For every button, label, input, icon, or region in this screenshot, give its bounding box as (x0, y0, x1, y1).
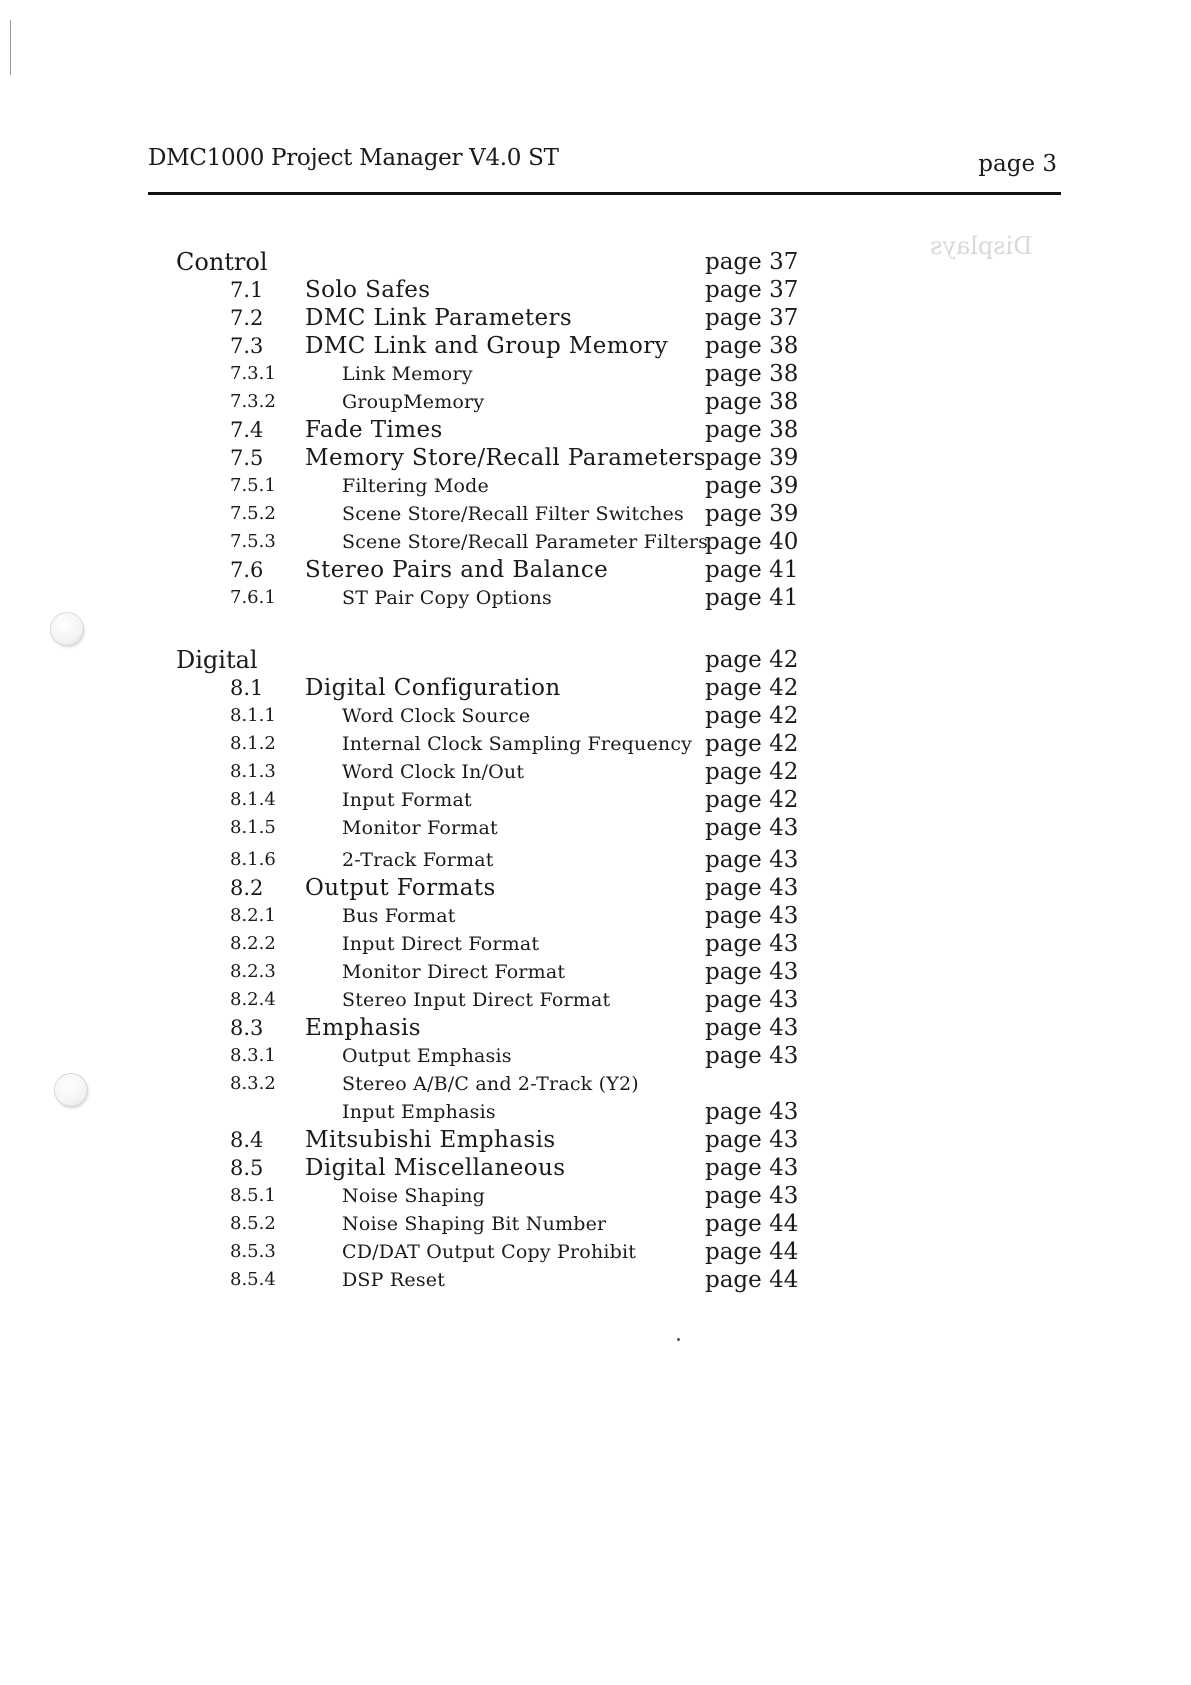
toc-section-number: 8.1.3 (230, 761, 276, 782)
toc-section-number: 8.1.5 (230, 817, 276, 838)
toc-row (0, 674, 1191, 702)
toc-page-ref: page 43 (705, 903, 799, 929)
toc-entry-label: GroupMemory (342, 391, 485, 413)
toc-row (0, 846, 1191, 874)
toc-row (0, 958, 1191, 986)
toc-row (0, 584, 1191, 612)
header-rule (148, 192, 1061, 195)
toc-page-ref: page 43 (705, 1043, 799, 1069)
stray-mark (677, 1338, 680, 1341)
toc-section-number: 7.1 (230, 278, 264, 302)
toc-row (0, 388, 1191, 416)
toc-entry-label: Word Clock In/Out (342, 761, 525, 783)
toc-entry-label: Stereo Pairs and Balance (305, 557, 609, 583)
toc-section-number: 8.5.4 (230, 1269, 276, 1290)
toc-section-number: 8.5.1 (230, 1185, 276, 1206)
toc-row (0, 416, 1191, 444)
toc-entry-label: Output Formats (305, 875, 496, 901)
toc-page-ref: page 42 (705, 703, 799, 729)
toc-entry-label: 2-Track Format (342, 849, 494, 871)
toc-page-ref: page 38 (705, 333, 799, 359)
page-header (148, 143, 1061, 195)
toc-row (0, 1210, 1191, 1238)
toc-entry-label: Solo Safes (305, 277, 431, 303)
toc-section-number: 8.2.1 (230, 905, 276, 926)
toc-page-ref: page 40 (705, 529, 799, 555)
toc-row (0, 986, 1191, 1014)
toc-section-number: 8.5 (230, 1156, 264, 1180)
toc-page-ref: page 38 (705, 389, 799, 415)
toc-entry-label: Stereo A/B/C and 2-Track (Y2) (342, 1073, 639, 1095)
toc-entry-label: Word Clock Source (342, 705, 531, 727)
toc-entry-label: CD/DAT Output Copy Prohibit (342, 1241, 637, 1263)
toc-page-ref: page 42 (705, 675, 799, 701)
toc-section-number: 8.5.3 (230, 1241, 276, 1262)
toc-entry-label: Noise Shaping (342, 1185, 485, 1207)
toc-page-ref: page 37 (705, 249, 799, 275)
toc-page-ref: page 39 (705, 473, 799, 499)
scan-edge-mark (10, 20, 11, 75)
toc-page-ref: page 43 (705, 959, 799, 985)
toc-page-ref: page 41 (705, 557, 799, 583)
toc-row (0, 276, 1191, 304)
toc-section-number: 8.2.2 (230, 933, 276, 954)
toc-page-ref: page 43 (705, 987, 799, 1013)
toc-row (0, 730, 1191, 758)
toc-section-number: 8.1.2 (230, 733, 276, 754)
toc-row (0, 304, 1191, 332)
toc-entry-label: Output Emphasis (342, 1045, 512, 1067)
toc-section-title: Control (176, 248, 268, 276)
toc-row (0, 1070, 1191, 1098)
toc-page-ref: page 44 (705, 1211, 799, 1237)
page-number: page 3 (978, 151, 1057, 177)
toc-row (0, 1126, 1191, 1154)
toc-page-ref: page 41 (705, 585, 799, 611)
toc-section-number: 7.6.1 (230, 587, 276, 608)
toc-row (0, 444, 1191, 472)
toc-section-number: 7.5.3 (230, 531, 276, 552)
toc-page-ref: page 43 (705, 1015, 799, 1041)
toc-row (0, 814, 1191, 842)
toc-section-number: 7.2 (230, 306, 264, 330)
toc-section-number: 8.3.1 (230, 1045, 276, 1066)
toc-row (0, 930, 1191, 958)
toc-section-number: 8.4 (230, 1128, 264, 1152)
toc-section-number: 8.1 (230, 676, 264, 700)
toc-page-ref: page 38 (705, 361, 799, 387)
toc-section-number: 8.5.2 (230, 1213, 276, 1234)
toc-section-number: 8.3 (230, 1016, 264, 1040)
toc-entry-label: Memory Store/Recall Parameters (305, 445, 706, 471)
toc-section-number: 8.1.4 (230, 789, 276, 810)
show-through-text: Displays (930, 232, 1033, 260)
toc-row (0, 1154, 1191, 1182)
toc-row (0, 902, 1191, 930)
toc-section-number: 7.5.1 (230, 475, 276, 496)
toc-entry-label: Fade Times (305, 417, 443, 443)
toc-entry-label: Scene Store/Recall Filter Switches (342, 503, 684, 525)
toc-section-number: 8.1.1 (230, 705, 276, 726)
toc-entry-label: DMC Link Parameters (305, 305, 573, 331)
toc-row (0, 332, 1191, 360)
toc-section-number: 7.6 (230, 558, 264, 582)
toc-page-ref: page 44 (705, 1239, 799, 1265)
toc-row (0, 1182, 1191, 1210)
toc-section-number: 7.3 (230, 334, 264, 358)
toc-entry-label: Bus Format (342, 905, 456, 927)
document-title: DMC1000 Project Manager V4.0 ST (148, 145, 559, 171)
toc-page-ref: page 39 (705, 501, 799, 527)
toc-section-number: 8.2 (230, 876, 264, 900)
toc-entry-label: Monitor Direct Format (342, 961, 566, 983)
toc-row (0, 556, 1191, 584)
toc-page-ref: page 42 (705, 759, 799, 785)
toc-entry-label: Mitsubishi Emphasis (305, 1127, 556, 1153)
toc-row (0, 248, 1191, 276)
toc-entry-label: Monitor Format (342, 817, 498, 839)
toc-page-ref: page 37 (705, 277, 799, 303)
toc-row (0, 1098, 1191, 1126)
toc-row (0, 874, 1191, 902)
toc-page-ref: page 43 (705, 875, 799, 901)
toc-entry-label: Input Format (342, 789, 472, 811)
punch-hole-top (51, 613, 83, 645)
toc-row (0, 1266, 1191, 1294)
toc-row (0, 758, 1191, 786)
toc-section-number: 8.3.2 (230, 1073, 276, 1094)
toc-entry-label: Noise Shaping Bit Number (342, 1213, 607, 1235)
toc-row (0, 646, 1191, 674)
toc-section-number: 8.2.4 (230, 989, 276, 1010)
toc-row (0, 360, 1191, 388)
toc-page-ref: page 43 (705, 1127, 799, 1153)
toc-page-ref: page 42 (705, 787, 799, 813)
toc-row (0, 472, 1191, 500)
toc-page-ref: page 43 (705, 1183, 799, 1209)
toc-row (0, 1014, 1191, 1042)
toc-entry-label: Digital Miscellaneous (305, 1155, 566, 1181)
toc-page-ref: page 37 (705, 305, 799, 331)
toc-entry-label: Stereo Input Direct Format (342, 989, 611, 1011)
toc-entry-label: Digital Configuration (305, 675, 561, 701)
toc-section-number: 7.5.2 (230, 503, 276, 524)
toc-entry-label: DMC Link and Group Memory (305, 333, 669, 359)
toc-page-ref: page 43 (705, 931, 799, 957)
toc-row (0, 702, 1191, 730)
toc-entry-label: Input Emphasis (342, 1101, 496, 1123)
toc-entry-label: Filtering Mode (342, 475, 489, 497)
toc-entry-label: DSP Reset (342, 1269, 446, 1291)
toc-page-ref: page 43 (705, 1099, 799, 1125)
toc-page-ref: page 43 (705, 1155, 799, 1181)
toc-entry-label: ST Pair Copy Options (342, 587, 552, 609)
toc-section-number: 7.3.1 (230, 363, 276, 384)
toc-page-ref: page 39 (705, 445, 799, 471)
toc-entry-label: Link Memory (342, 363, 473, 385)
toc-entry-label: Scene Store/Recall Parameter Filters (342, 531, 709, 553)
toc-row (0, 1238, 1191, 1266)
toc-section-number: 7.4 (230, 418, 264, 442)
toc-section-number: 7.3.2 (230, 391, 276, 412)
toc-section-number: 8.2.3 (230, 961, 276, 982)
toc-page-ref: page 44 (705, 1267, 799, 1293)
toc-row (0, 500, 1191, 528)
toc-row (0, 528, 1191, 556)
toc-entry-label: Input Direct Format (342, 933, 540, 955)
toc-page-ref: page 38 (705, 417, 799, 443)
toc-page-ref: page 43 (705, 815, 799, 841)
toc-page-ref: page 42 (705, 731, 799, 757)
toc-row (0, 1042, 1191, 1070)
toc-section-number: 7.5 (230, 446, 264, 470)
toc-section-number: 8.1.6 (230, 849, 276, 870)
toc-page-ref: page 42 (705, 647, 799, 673)
toc-section-title: Digital (176, 646, 258, 674)
toc-page-ref: page 43 (705, 847, 799, 873)
toc-entry-label: Internal Clock Sampling Frequency (342, 733, 693, 755)
toc-entry-label: Emphasis (305, 1015, 422, 1041)
toc-row (0, 786, 1191, 814)
